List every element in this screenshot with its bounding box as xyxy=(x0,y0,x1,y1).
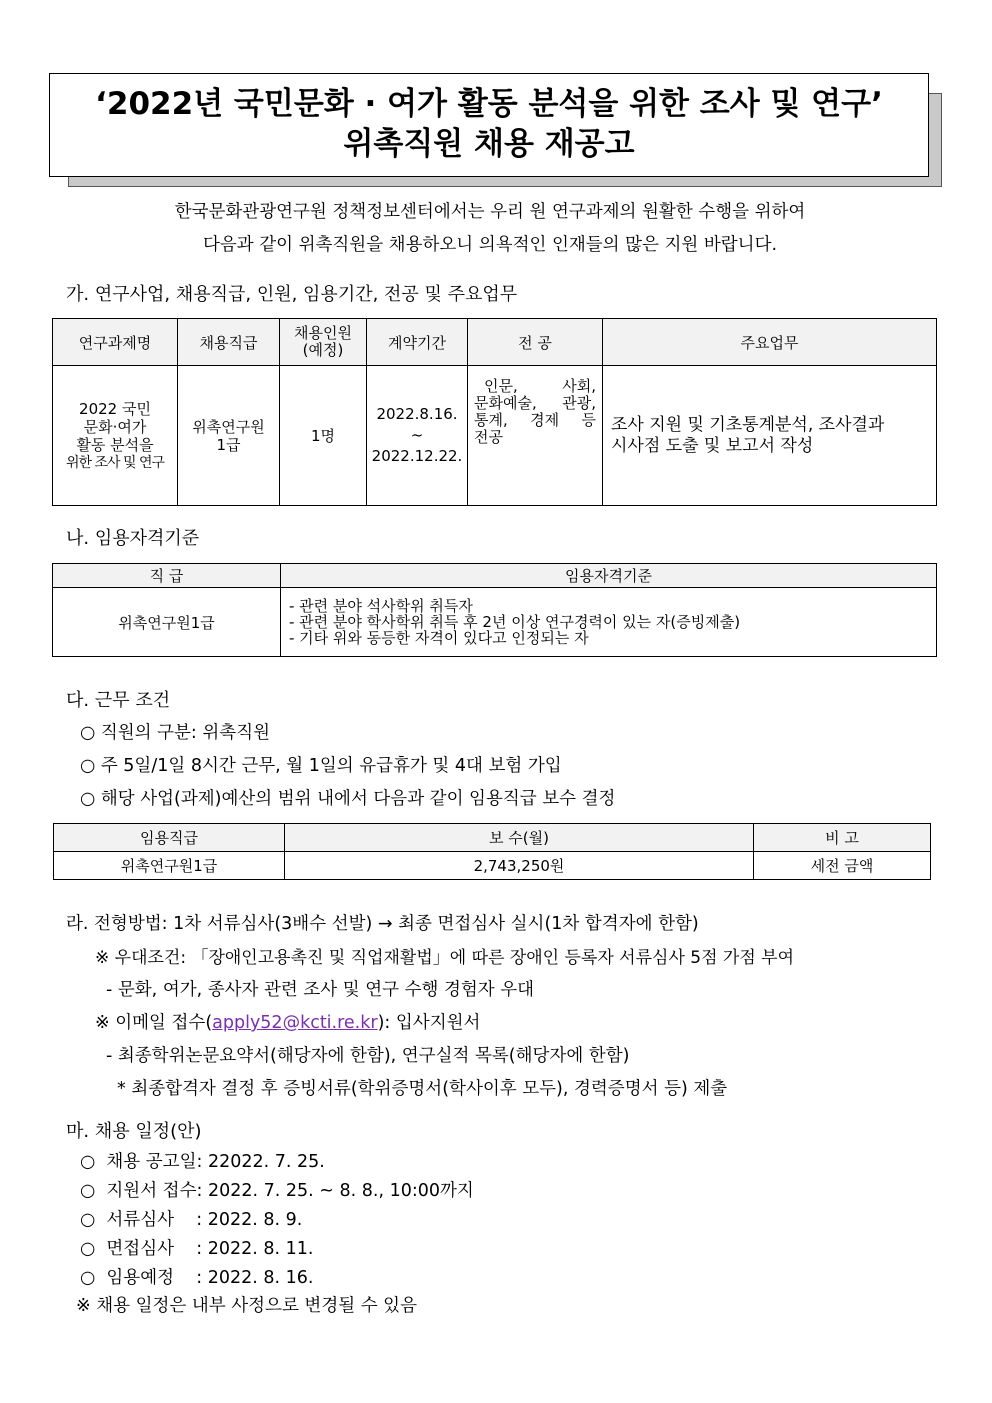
condition-item-2: ○ 주 5일/1일 8시간 근무, 월 1일의 유급휴가 및 4대 보험 가입 xyxy=(80,756,562,776)
period-line-2: ~ xyxy=(410,426,424,444)
header-grade: 임용직급 xyxy=(54,824,285,852)
cell-grade: 위촉연구원1급 xyxy=(54,852,285,880)
period-line-1: 2022.8.16. xyxy=(376,405,458,423)
documents-line: - 최종학위논문요약서(해당자에 한함), 연구실적 목록(해당자에 한함) xyxy=(106,1046,630,1066)
email-prefix: ※ 이메일 접수( xyxy=(95,1013,213,1033)
table-header-row xyxy=(54,824,931,852)
cell-criteria xyxy=(281,588,937,657)
preference-experience: - 문화, 여가, 종사자 관련 조사 및 연구 수행 경험자 우대 xyxy=(106,980,535,1000)
duty-line-1: 조사 지원 및 기초통계분석, 조사결과 xyxy=(611,414,885,435)
section-a-heading: 가. 연구사업, 채용직급, 인원, 임용기간, 전공 및 주요업무 xyxy=(66,284,518,305)
header-duty: 주요업무 xyxy=(603,319,937,366)
title-line-2: 위촉직원 채용 재공고 xyxy=(343,126,635,162)
header-count xyxy=(280,319,367,366)
schedule-item-5: ○ 임용예정 : 2022. 8. 16. xyxy=(80,1268,314,1288)
header-count-line-2: (예정) xyxy=(302,341,344,359)
grade-line-1: 위촉연구원 xyxy=(192,417,265,436)
research-table xyxy=(52,318,937,506)
grade-line-2: 1급 xyxy=(216,435,241,454)
cell-project xyxy=(53,366,178,506)
schedule-note: ※ 채용 일정은 내부 사정으로 변경될 수 있음 xyxy=(76,1296,417,1316)
pay-table xyxy=(53,823,931,880)
cell-note: 세전 금액 xyxy=(754,852,931,880)
section-e-heading: 마. 채용 일정(안) xyxy=(66,1121,202,1142)
cell-grade: 위촉연구원1급 xyxy=(53,588,281,657)
project-line-2: 문화·여가 xyxy=(83,417,147,436)
cell-pay: 2,743,250원 xyxy=(285,852,754,880)
period-line-3: 2022.12.22. xyxy=(371,447,463,465)
major-line-1: 인문, 사회, xyxy=(484,377,596,395)
cell-period xyxy=(367,366,468,506)
table-header-row xyxy=(53,564,937,588)
cell-duty xyxy=(603,366,937,506)
header-note: 비 고 xyxy=(754,824,931,852)
final-documents-line: * 최종합격자 결정 후 증빙서류(학위증명서(학사이후 모두), 경력증명서 등) 제출 xyxy=(117,1079,728,1099)
criteria-item-2: - 관련 분야 학사학위 취득 후 2년 이상 연구경력이 있는 자(증빙제출) xyxy=(289,613,741,631)
cell-major xyxy=(468,366,603,506)
preference-note: ※ 우대조건: 「장애인고용촉진 및 직업재활법」에 따른 장애인 등록자 서류심사 5점 가점 부여 xyxy=(95,948,794,968)
schedule-item-4: ○ 면접심사 : 2022. 8. 11. xyxy=(80,1239,314,1259)
condition-item-3: ○ 해당 사업(과제)예산의 범위 내에서 다음과 같이 임용직급 보수 결정 xyxy=(80,789,616,809)
intro-line-2: 다음과 같이 위촉직원을 채용하오니 의욕적인 인재들의 많은 지원 바랍니다. xyxy=(202,235,778,255)
table-row xyxy=(53,588,937,657)
major-line-2: 문화예술, 관광, xyxy=(474,394,596,412)
header-major: 전 공 xyxy=(468,319,603,366)
table-row xyxy=(54,852,931,880)
header-count-line-1: 채용인원 xyxy=(294,324,352,342)
project-line-4: 위한 조사 및 연구 xyxy=(65,454,165,471)
criteria-item-3: - 기타 위와 동등한 자격이 있다고 인정되는 자 xyxy=(289,629,589,647)
schedule-item-1: ○ 채용 공고일: 22022. 7. 25. xyxy=(80,1152,325,1172)
table-row xyxy=(53,366,937,506)
criteria-item-1: - 관련 분야 석사학위 취득자 xyxy=(289,597,473,615)
intro-line-1: 한국문화관광연구원 정책정보센터에서는 우리 원 연구과제의 원활한 수행을 위하여 xyxy=(174,202,806,222)
email-link[interactable]: apply52@kcti.re.kr xyxy=(212,1013,378,1033)
qualification-table xyxy=(52,563,937,657)
header-project: 연구과제명 xyxy=(53,319,178,366)
schedule-item-2: ○ 지원서 접수: 2022. 7. 25. ~ 8. 8., 10:00까지 xyxy=(80,1181,474,1201)
schedule-item-3: ○ 서류심사 : 2022. 8. 9. xyxy=(80,1210,303,1230)
major-line-3: 통계, 경제 등 xyxy=(474,411,596,429)
major-line-4: 전공 xyxy=(474,428,503,446)
project-line-1: 2022 국민 xyxy=(79,399,151,418)
email-suffix: ): 입사지원서 xyxy=(377,1013,481,1033)
header-period: 계약기간 xyxy=(367,319,468,366)
header-grade: 채용직급 xyxy=(178,319,280,366)
email-line xyxy=(95,1009,480,1034)
condition-item-1: ○ 직원의 구분: 위촉직원 xyxy=(80,723,270,743)
header-pay: 보 수(월) xyxy=(285,824,754,852)
header-grade: 직 급 xyxy=(53,564,281,588)
title-line-1: ‘2022년 국민문화 · 여가 활동 분석을 위한 조사 및 연구’ xyxy=(95,86,883,122)
page-title xyxy=(49,73,929,177)
section-c-heading: 다. 근무 조건 xyxy=(66,690,171,711)
cell-count: 1명 xyxy=(280,366,367,506)
table-header-row xyxy=(53,319,937,366)
duty-line-2: 시사점 도출 및 보고서 작성 xyxy=(611,435,814,456)
section-b-heading: 나. 임용자격기준 xyxy=(66,528,200,549)
header-criteria: 임용자격기준 xyxy=(281,564,937,588)
section-d-heading: 라. 전형방법: 1차 서류심사(3배수 선발) → 최종 면접심사 실시(1차 합격자에 한함) xyxy=(66,914,699,934)
cell-grade xyxy=(178,366,280,506)
project-line-3: 활동 분석을 xyxy=(76,435,154,454)
